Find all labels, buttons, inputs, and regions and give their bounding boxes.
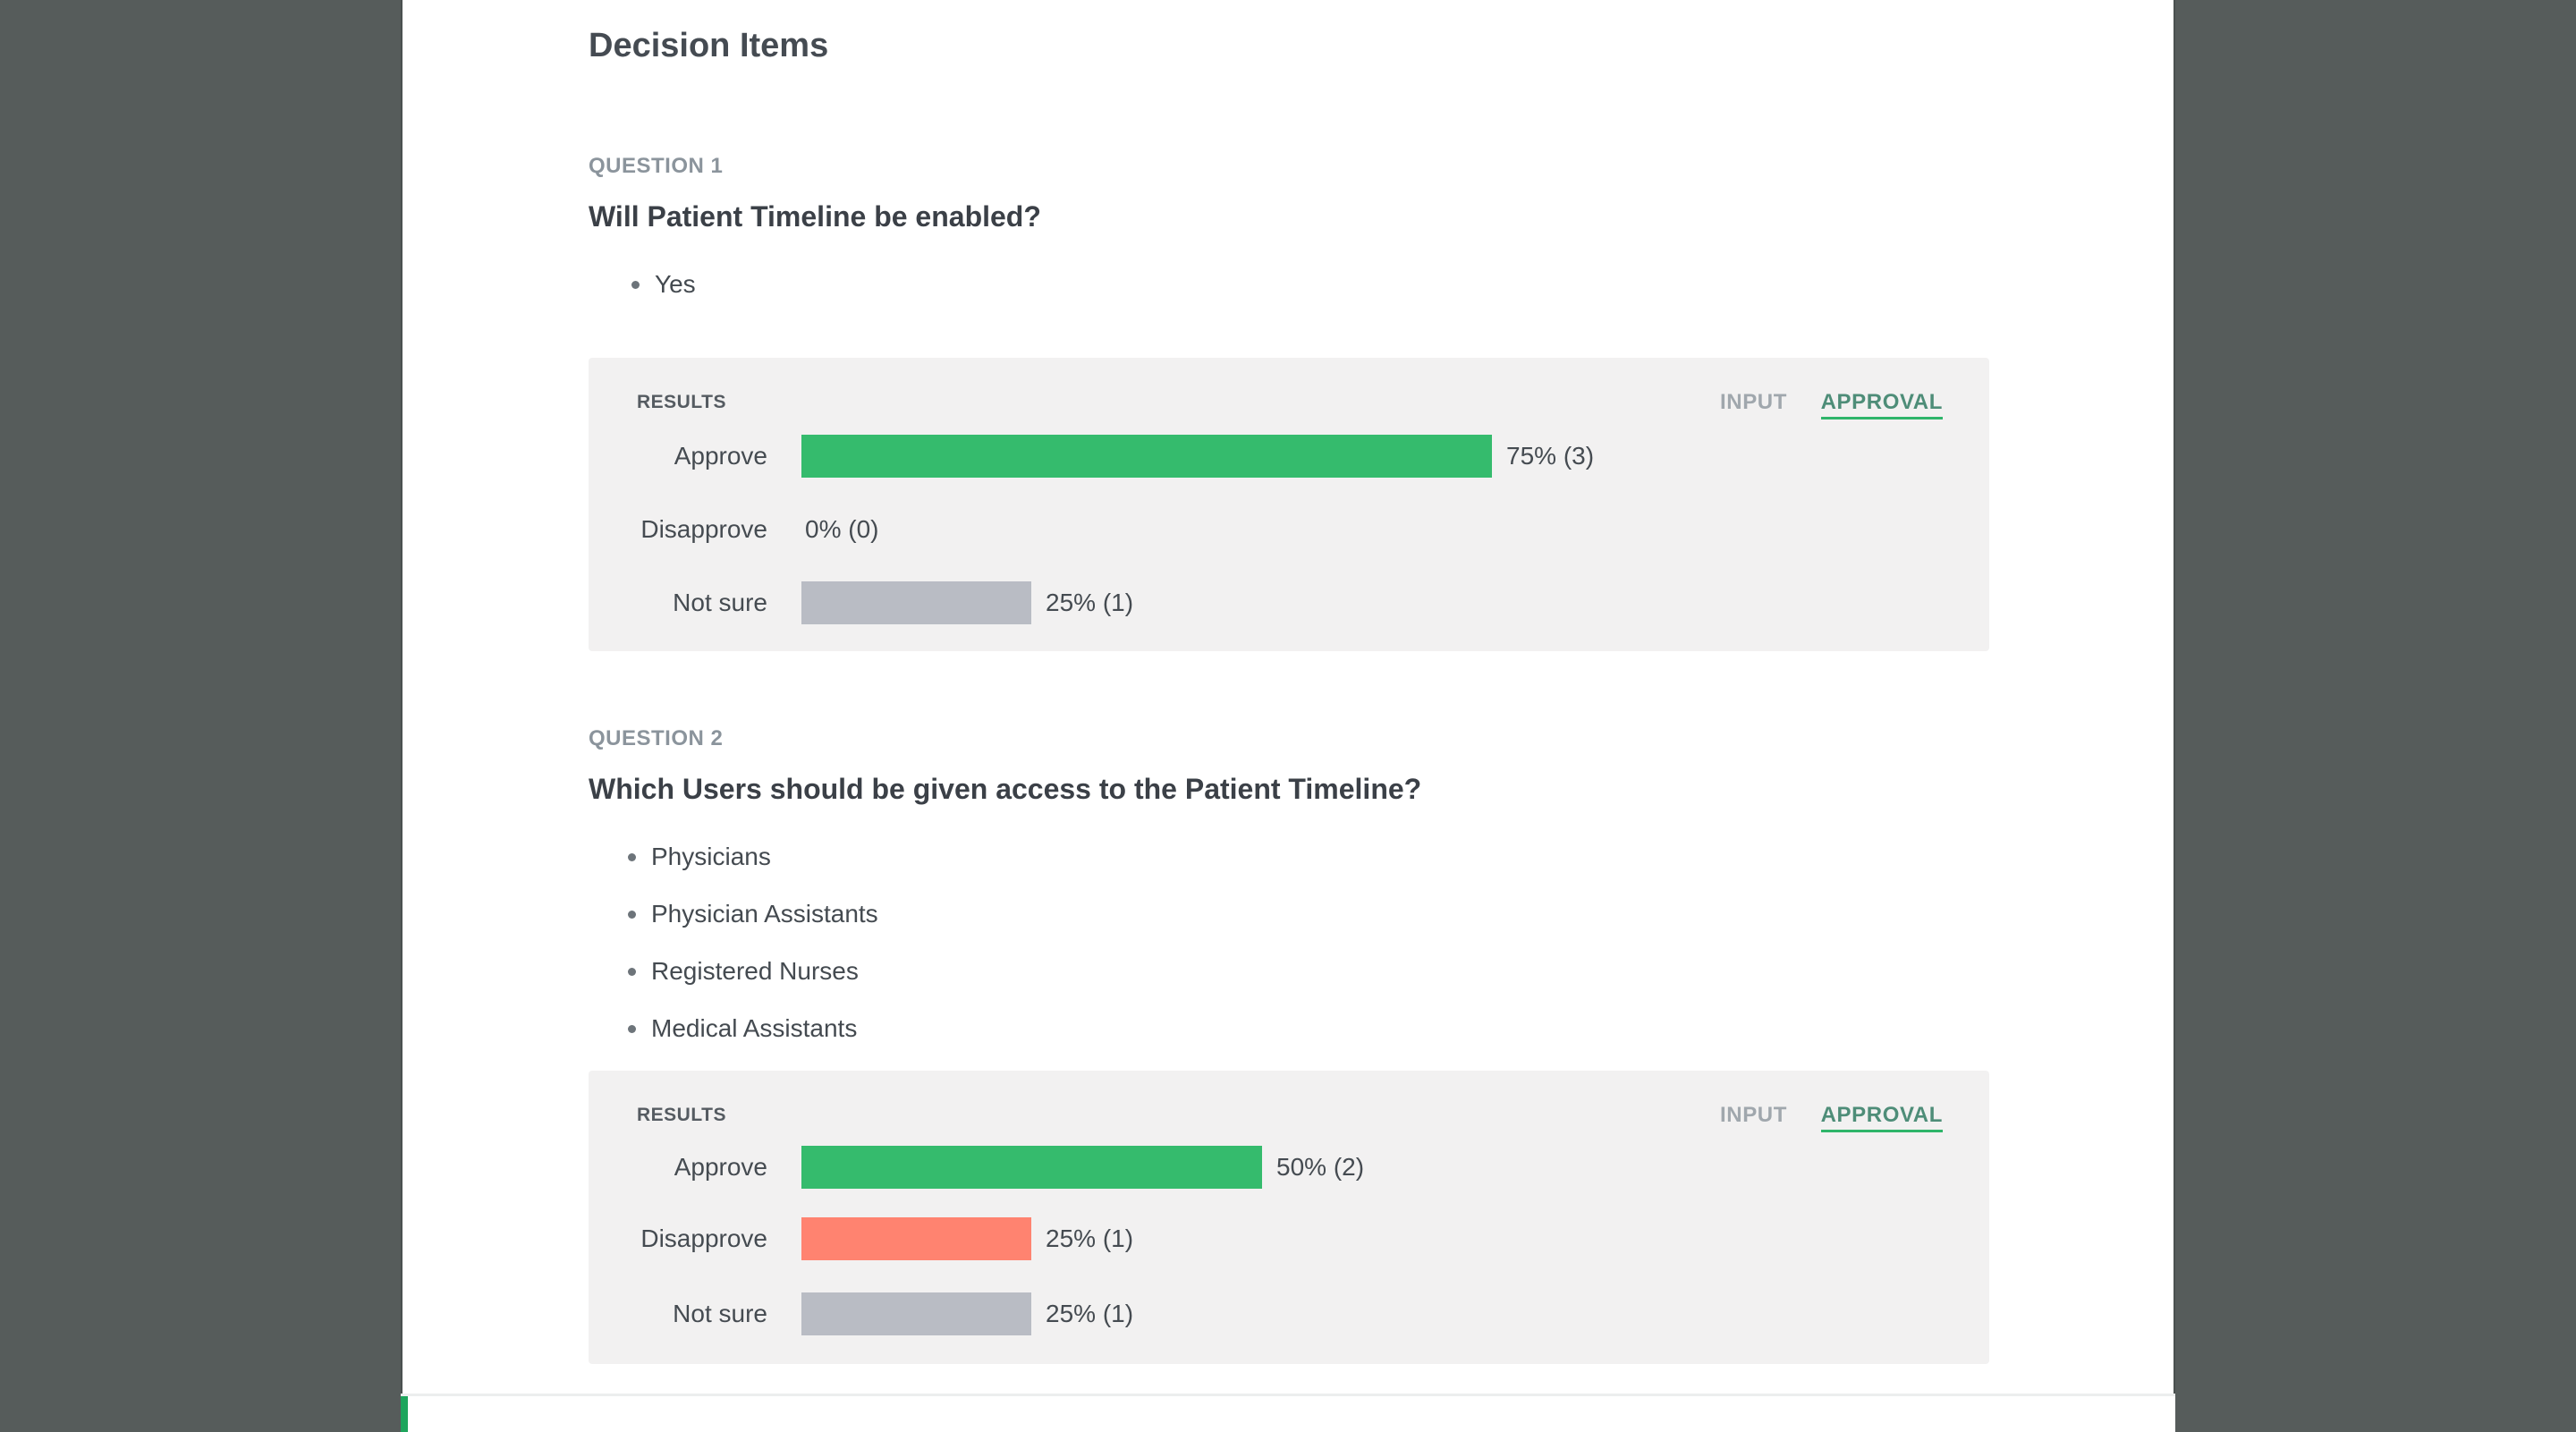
option-item — [628, 828, 878, 885]
option-item — [628, 943, 878, 1000]
result-value: 75% (3) — [1506, 442, 1595, 470]
question-1-options — [631, 256, 696, 313]
bullet-icon — [628, 911, 636, 919]
results-label: RESULTS — [637, 392, 726, 412]
result-value: 25% (1) — [1046, 589, 1134, 616]
not-sure-bar — [801, 1292, 1031, 1335]
result-value: 25% (1) — [1046, 1224, 1134, 1252]
question-2-kicker: QUESTION 2 — [589, 726, 724, 750]
active-indicator — [401, 1396, 408, 1432]
option-label: Physician Assistants — [651, 900, 878, 928]
document-page — [401, 0, 2175, 1432]
result-value: 25% (1) — [1046, 1300, 1134, 1327]
question-1-text: Will Patient Timeline be enabled? — [589, 200, 1041, 233]
next-section-strip — [401, 1394, 2175, 1432]
result-value: 50% (2) — [1276, 1153, 1365, 1181]
bullet-icon — [628, 853, 636, 861]
result-row-not-sure — [589, 1292, 1989, 1335]
result-row-not-sure — [589, 581, 1989, 624]
option-label: Medical Assistants — [651, 1014, 858, 1042]
result-label: Not sure — [673, 1300, 767, 1327]
option-item — [628, 885, 878, 943]
results-label: RESULTS — [637, 1105, 726, 1125]
option-label: Yes — [655, 270, 696, 298]
disapprove-bar — [801, 1217, 1031, 1260]
approve-bar — [801, 1146, 1262, 1189]
question-1-results-panel — [589, 358, 1989, 651]
option-label: Physicians — [651, 843, 771, 870]
approve-bar — [801, 435, 1492, 478]
tab-input[interactable]: INPUT — [1720, 390, 1787, 414]
question-2-results-panel — [589, 1071, 1989, 1364]
result-row-approve — [589, 435, 1989, 478]
section-title: Decision Items — [589, 27, 829, 64]
result-row-approve — [589, 1146, 1989, 1189]
result-label: Not sure — [673, 589, 767, 616]
result-row-disapprove — [589, 1217, 1989, 1260]
result-label: Approve — [674, 1153, 767, 1181]
bullet-icon — [628, 968, 636, 976]
option-item — [628, 1000, 878, 1057]
bullet-icon — [631, 281, 640, 289]
question-2-options — [628, 828, 878, 1057]
not-sure-bar — [801, 581, 1031, 624]
result-label: Disapprove — [640, 1224, 767, 1252]
question-1-kicker: QUESTION 1 — [589, 154, 724, 178]
tab-approval[interactable]: APPROVAL — [1821, 1103, 1943, 1132]
tab-approval[interactable]: APPROVAL — [1821, 390, 1943, 419]
bullet-icon — [628, 1025, 636, 1033]
tab-input[interactable]: INPUT — [1720, 1103, 1787, 1127]
question-2-text: Which Users should be given access to the Patient Timeline? — [589, 773, 1422, 805]
result-label: Disapprove — [640, 515, 767, 543]
result-row-disapprove — [589, 508, 1989, 551]
option-label: Registered Nurses — [651, 957, 859, 985]
result-value: 0% (0) — [805, 515, 879, 543]
option-item — [631, 256, 696, 313]
result-label: Approve — [674, 442, 767, 470]
